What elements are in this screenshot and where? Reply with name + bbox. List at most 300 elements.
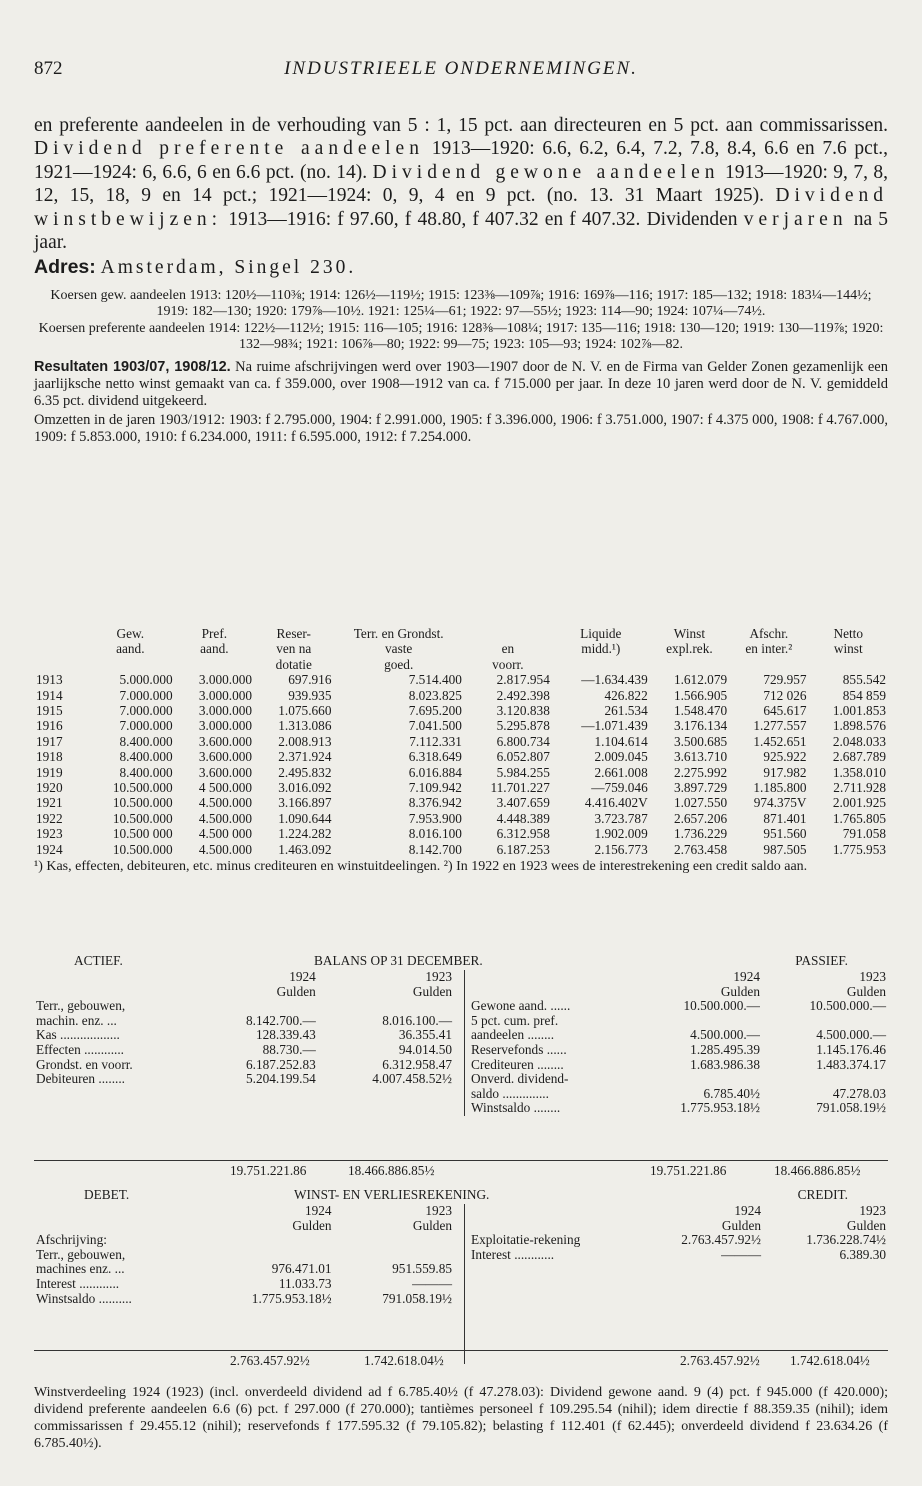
- actief-row: [34, 999, 454, 1014]
- passief-year-1: 1924: [733, 969, 760, 984]
- debet-value-1924: 1.775.953.18½: [251, 1290, 332, 1306]
- table-row: [34, 749, 888, 764]
- table-cell: 7.000.000: [119, 687, 173, 703]
- passief-unit-1: Gulden: [720, 983, 760, 999]
- results-header-cell: ven na: [276, 641, 312, 657]
- table-cell: 3.723.787: [594, 810, 648, 826]
- row-year: 1919: [36, 764, 63, 780]
- results-header-row-1: [34, 626, 888, 641]
- table-row: [34, 842, 888, 857]
- credit-value-1923: 1.736.228.74½: [806, 1232, 886, 1248]
- table-cell: 8.400.000: [119, 733, 173, 749]
- credit-year-2: 1923: [859, 1203, 886, 1218]
- passief-value-1923: 1.145.176.46: [816, 1041, 886, 1057]
- passief-label: Reservefonds ......: [471, 1041, 567, 1057]
- table-cell: 11.701.227: [490, 780, 550, 796]
- actief-unit-1: Gulden: [276, 983, 316, 999]
- table-cell: 2.711.928: [833, 780, 886, 796]
- results-header-row-3: [34, 657, 888, 672]
- results-header-cell: [34, 626, 86, 641]
- actief-value-1924: 6.187.252.83: [245, 1056, 316, 1072]
- actief-row: [34, 1043, 454, 1058]
- debet-value-1924: 11.033.73: [278, 1275, 332, 1291]
- passief-row: [469, 1028, 888, 1043]
- table-row: [34, 703, 888, 718]
- passief-value-1923: 791.058.19½: [816, 1100, 886, 1116]
- table-cell: 3.000.000: [198, 718, 253, 734]
- table-cell: 3.000.000: [198, 687, 253, 703]
- debet-value-1924: [197, 1248, 334, 1263]
- row-year: 1914: [36, 687, 63, 703]
- passief-year-2: 1923: [859, 969, 886, 984]
- credit-unit-2: Gulden: [846, 1217, 886, 1233]
- table-cell: 1.775.953: [832, 841, 886, 857]
- debet-row: [34, 1248, 454, 1263]
- table-cell: 1.548.470: [673, 703, 728, 719]
- table-cell: 1.612.079: [673, 672, 728, 688]
- actief-value-1923: [318, 999, 454, 1014]
- passief-value-1923: [762, 1072, 888, 1087]
- table-cell: 2.001.925: [832, 795, 886, 811]
- passief-table: [469, 970, 888, 1116]
- balance-total-actief-1924: 19.751.221.86: [230, 1163, 307, 1178]
- table-cell: 4 500.000: [198, 780, 253, 796]
- debet-value-1923: 951.559.85: [392, 1261, 452, 1277]
- profit-loss-title: WINST- EN VERLIESREKENING.: [294, 1187, 490, 1202]
- table-cell: 2.492.398: [496, 687, 550, 703]
- table-cell: 7.000.000: [119, 718, 173, 734]
- table-cell: 939.935: [288, 687, 332, 703]
- table-cell: 2.817.954: [496, 672, 550, 688]
- table-cell: 1.566.905: [673, 687, 728, 703]
- debet-label: Interest ............: [36, 1275, 120, 1291]
- passief-row: [469, 1058, 888, 1073]
- table-cell: 1.224.282: [278, 826, 332, 842]
- resultaten-text: Na ruime afschrijvingen werd over 1903—1907 door de N. V. en de Firma van Gelder Zonen gezamenlijk een jaarlijksche netto winst gemaakt van ca. f 359.000, over 1908—1912 van ca. f 715.000 per jaar. In deze 10 jaren werd door de N. V. gemiddeld 6.35 pct. dividend uitgekeerd.: [34, 359, 888, 410]
- actief-label: Grondst. en voorr.: [36, 1056, 133, 1072]
- passief-label: 5 pct. cum. pref.: [471, 1012, 559, 1028]
- passief-value-1924: [631, 1014, 762, 1029]
- dividend-gewone-text: 1913—1920: 9, 7, 8, 12, 15, 18, 9 en 14 pct.; 1921—1924: 0, 9, 4 en 9 pct. (no. 13. 31 Maart 1925).: [34, 161, 888, 207]
- row-year: 1923: [36, 826, 63, 842]
- table-cell: 1.898.576: [832, 718, 886, 734]
- actief-value-1924: 128.339.43: [255, 1027, 316, 1043]
- results-header-cell: voorr.: [492, 656, 524, 672]
- actief-value-1924: 8.142.700.—: [245, 1012, 316, 1028]
- results-header-cell: Reser-: [276, 626, 311, 641]
- row-year: 1916: [36, 718, 63, 734]
- results-header-row-2: [34, 641, 888, 656]
- table-cell: 1.104.614: [594, 733, 648, 749]
- passief-label: PASSIEF.: [795, 953, 848, 968]
- table-cell: 3.600.000: [198, 733, 253, 749]
- table-cell: 917.982: [763, 764, 807, 780]
- credit-label: Interest ............: [471, 1246, 555, 1262]
- table-cell: 1.463.092: [278, 841, 332, 857]
- table-cell: 7.953.900: [408, 810, 462, 826]
- table-cell: 854 859: [842, 687, 886, 703]
- table-row: [34, 734, 888, 749]
- debet-year-2: 1923: [425, 1203, 452, 1218]
- results-header-cell: Pref.: [201, 626, 228, 641]
- results-table-body: [34, 672, 888, 857]
- table-cell: 3.600.000: [198, 764, 253, 780]
- table-cell: 974.375V: [753, 795, 807, 811]
- table-cell: 2.371.924: [278, 749, 332, 765]
- results-header-cell: [552, 657, 650, 672]
- results-header-cell: aand.: [116, 641, 145, 657]
- results-header-cell: goed.: [384, 656, 414, 672]
- passief-row: [469, 1014, 888, 1029]
- table-cell: 2.008.913: [278, 733, 332, 749]
- table-cell: 2.048.033: [832, 733, 886, 749]
- passief-column: [464, 970, 888, 1116]
- resultaten-paragraph: [34, 359, 888, 409]
- results-header-cell: [809, 657, 888, 672]
- debet-unit-1: Gulden: [292, 1217, 332, 1233]
- passief-value-1924: 1.683.986.38: [690, 1056, 760, 1072]
- debet-row: [34, 1233, 454, 1248]
- table-row: [34, 811, 888, 826]
- table-cell: 791.058: [842, 826, 886, 842]
- results-header-cell: en inter.²: [745, 641, 793, 657]
- results-table: [34, 626, 888, 857]
- koersen-gewone: Koersen gew. aandeelen 1913: 120½—110⅜; 1914: 126½—119½; 1915: 123⅜—109⅞; 1916: 169⅞—116; 1917: 185—132; 1918: 183¼—144½; 1919: 182—130; 1920: 179⅞—10½. 1921: 125¼—61; 1922: 97—55½; 1923: 114—90; 1924: 107¼—74½.: [50, 287, 872, 320]
- results-header-cell: [729, 657, 808, 672]
- credit-label: CREDIT.: [797, 1187, 848, 1202]
- table-cell: 8.023.825: [408, 687, 462, 703]
- passief-row: [469, 999, 888, 1014]
- actief-value-1923: 6.312.958.47: [382, 1056, 452, 1072]
- table-cell: 3.176.134: [673, 718, 728, 734]
- table-cell: 6.052.807: [496, 749, 550, 765]
- table-cell: 2.687.789: [832, 749, 886, 765]
- table-cell: 8.400.000: [119, 749, 173, 765]
- table-cell: 3.120.838: [496, 703, 550, 719]
- results-footnote: ¹) Kas, effecten, debiteuren, etc. minus crediteuren en winstuitdeelingen. ²) In 1922 en 1923 wees de interestrekening een credit saldo aan.: [34, 859, 808, 875]
- table-cell: 261.534: [604, 703, 648, 719]
- table-cell: 1.902.009: [594, 826, 648, 842]
- passief-value-1924: 1.775.953.18½: [680, 1100, 760, 1116]
- table-cell: 712 026: [763, 687, 807, 703]
- winstverdeeling-paragraph: Winstverdeeling 1924 (1923) (incl. onverdeeld dividend ad f 6.785.40½ (f 47.278.03): Dividend gewone aand. 9 (4) pct. f 945.000 (f 420.000); dividend preferente aandeelen 6.6 (6) pct. f 297.000 (f 270.000); tantièmes personeel f 109.295.54 (nihil); idem directie f 88.359.35 (nihil); idem commissarissen f 29.455.12 (nihil); reservefonds f 177.595.32 (f 79.105.82); belasting f 112.401 (f 62.445); onverdeeld dividend f 23.634.26 (f 6.785.40½).: [34, 1385, 888, 1451]
- table-row: [34, 688, 888, 703]
- table-cell: 4.448.389: [496, 810, 550, 826]
- dividend-winst-text: 1913—1916: f 97.60, f 48.80, f 407.32 en f 407.32.: [228, 208, 641, 230]
- table-cell: 7.041.500: [408, 718, 462, 734]
- table-cell: 3.600.000: [198, 749, 253, 765]
- results-header-cell: Afschr.: [749, 626, 789, 641]
- table-cell: 1.075.660: [278, 703, 332, 719]
- table-cell: 645.617: [763, 703, 807, 719]
- pl-total-credit-1923: 1.742.618.04½: [790, 1353, 870, 1368]
- table-row: [34, 826, 888, 841]
- passief-label: Crediteuren ........: [471, 1056, 564, 1072]
- results-header-cell: [86, 657, 175, 672]
- credit-year-1: 1924: [734, 1203, 761, 1218]
- actief-year-2: 1923: [425, 969, 452, 984]
- row-year: 1915: [36, 703, 63, 719]
- table-row: [34, 795, 888, 810]
- results-header-cell: [34, 657, 86, 672]
- table-cell: 1.001.853: [832, 703, 886, 719]
- adres-value: Amsterdam, Singel 230.: [100, 257, 357, 279]
- actief-value-1923: 36.355.41: [398, 1027, 452, 1043]
- debet-table: [34, 1204, 454, 1306]
- results-header-cell: winst: [833, 641, 863, 657]
- table-cell: 10.500.000: [112, 841, 173, 857]
- actief-value-1924: 88.730.—: [262, 1041, 316, 1057]
- actief-value-1924: [198, 999, 318, 1014]
- table-cell: 1.185.800: [753, 780, 807, 796]
- profit-loss: [34, 1187, 888, 1377]
- actief-label: ACTIEF.: [74, 953, 123, 968]
- table-cell: 2.156.773: [594, 841, 648, 857]
- passief-value-1923: 10.500.000.—: [809, 998, 886, 1014]
- table-cell: 4.500.000: [198, 795, 253, 811]
- actief-row: [34, 1014, 454, 1029]
- debet-row: [34, 1262, 454, 1277]
- row-year: 1922: [36, 810, 63, 826]
- body-text: [34, 114, 888, 445]
- table-cell: 4.500.000: [198, 841, 253, 857]
- passief-label: Onverd. dividend-: [471, 1071, 569, 1087]
- verjaren-label: verjaren: [743, 208, 848, 230]
- table-cell: 8.400.000: [119, 764, 173, 780]
- dividend-paragraph: [34, 114, 888, 254]
- table-cell: 2.009.045: [594, 749, 648, 765]
- table-cell: 1.090.644: [278, 810, 332, 826]
- actief-label: Kas ..................: [36, 1027, 120, 1043]
- passief-value-1924: 4.500.000.—: [690, 1027, 760, 1043]
- results-table-section: [34, 626, 888, 875]
- table-cell: —759.046: [591, 780, 648, 796]
- table-cell: 729.957: [763, 672, 807, 688]
- actief-row: [34, 1028, 454, 1043]
- passief-body: [469, 999, 888, 1116]
- debet-label: Afschrijving:: [36, 1232, 107, 1248]
- page-number: 872: [34, 58, 63, 79]
- table-cell: 2.763.458: [673, 841, 728, 857]
- table-cell: 3.897.729: [673, 780, 728, 796]
- passief-label: Gewone aand. ......: [471, 998, 571, 1014]
- passief-value-1924: 1.285.495.39: [690, 1041, 760, 1057]
- table-cell: 6.800.734: [496, 733, 550, 749]
- passief-value-1923: 47.278.03: [832, 1085, 886, 1101]
- table-cell: 4.416.402V: [584, 795, 648, 811]
- actief-column: [34, 970, 454, 1087]
- table-row: [34, 718, 888, 733]
- dividend-pref-text: 1913—1920: 6.6, 6.2, 6.4, 7.2, 7.8, 8.4, 6.6 en 7.6 pct., 1921—1924: 6, 6.6, 6 en 6.6 pct. (no. 14).: [34, 138, 888, 183]
- passief-unit-2: Gulden: [846, 983, 886, 999]
- balance-total-passief-1923: 18.466.886.85½: [774, 1163, 861, 1178]
- credit-value-1924: 2.763.457.92½: [681, 1232, 761, 1248]
- actief-unit-2: Gulden: [412, 983, 452, 999]
- debet-value-1923: [334, 1233, 454, 1248]
- row-year: 1913: [36, 672, 63, 688]
- adres-label: Adres:: [34, 256, 96, 279]
- actief-value-1923: 4.007.458.52½: [372, 1071, 452, 1087]
- actief-value-1923: 94.014.50: [398, 1041, 452, 1057]
- table-cell: 7.514.400: [408, 672, 462, 688]
- table-cell: 6.318.649: [408, 749, 462, 765]
- table-row: [34, 765, 888, 780]
- table-cell: 3.000.000: [198, 672, 253, 688]
- table-cell: 3.500.685: [673, 733, 728, 749]
- passief-row: [469, 1072, 888, 1087]
- actief-body: [34, 999, 454, 1087]
- actief-label: Terr., gebouwen,: [36, 998, 126, 1014]
- table-cell: 8.016.100: [408, 826, 462, 842]
- debet-body: [34, 1233, 454, 1306]
- table-cell: 1.358.010: [832, 764, 886, 780]
- debet-label: DEBET.: [84, 1187, 130, 1202]
- table-cell: 7.112.331: [409, 733, 462, 749]
- balance-total-passief-1924: 19.751.221.86: [650, 1163, 727, 1178]
- table-cell: 5.984.255: [496, 764, 550, 780]
- table-cell: 2.661.008: [594, 764, 648, 780]
- dividend-gewone-label: Dividend gewone aandeelen: [372, 161, 720, 183]
- actief-label: machin. enz. ...: [36, 1012, 117, 1028]
- table-cell: 871.401: [763, 810, 807, 826]
- koersen-preferente: Koersen preferente aandeelen 1914: 122½—112½; 1915: 116—105; 1916: 128⅜—108¼; 1917: 135—116; 1918: 130—120; 1919: 130—119⅞; 1920: 132—98¾; 1921: 106⅞—80; 1922: 99—75; 1923: 105—93; 1924: 102⅞—82.: [38, 320, 884, 353]
- table-cell: 6.016.884: [408, 764, 462, 780]
- table-cell: 1.027.550: [673, 795, 728, 811]
- actief-value-1924: 5.204.199.54: [245, 1071, 316, 1087]
- results-header-cell: [464, 626, 552, 641]
- debet-value-1923: ———: [412, 1275, 452, 1291]
- balance-title: BALANS OP 31 DECEMBER.: [314, 953, 483, 968]
- table-cell: 8.142.700: [408, 841, 462, 857]
- dividend-winst-label: Dividend winstbewijzen:: [34, 185, 888, 230]
- table-cell: 6.312.958: [496, 826, 550, 842]
- debet-value-1923: [334, 1248, 454, 1263]
- table-cell: —1.071.439: [581, 718, 648, 734]
- table-cell: 10.500.000: [112, 810, 173, 826]
- actief-row: [34, 1072, 454, 1087]
- table-cell: 4.500.000: [198, 810, 253, 826]
- dividend-intro: en preferente aandeelen in de verhouding van 5 : 1, 15 pct. aan directeuren en 5 pct. aan commissarissen.: [34, 115, 888, 136]
- verjaren-pre: Dividenden: [646, 208, 738, 230]
- credit-body: [469, 1233, 888, 1262]
- table-cell: 3.407.659: [496, 795, 550, 811]
- debet-row: [34, 1277, 454, 1292]
- table-cell: 2.495.832: [278, 764, 332, 780]
- table-cell: 10.500.000: [112, 795, 173, 811]
- debet-year-1: 1924: [304, 1203, 332, 1218]
- actief-year-1: 1924: [289, 969, 316, 984]
- debet-value-1924: 976.471.01: [271, 1261, 332, 1277]
- passief-row: [469, 1101, 888, 1116]
- results-header-cell: aand.: [200, 641, 229, 657]
- omzetten-paragraph: Omzetten in de jaren 1903/1912: 1903: f 2.795.000, 1904: f 2.991.000, 1905: f 3.396.000, 1906: f 3.751.000, 1907: f 4.375 000, 1908: f 4.767.000, 1909: f 5.853.000, 1910: f 6.234.000, 1911: f 6.595.000, 1912: f 7.254.000.: [34, 411, 888, 445]
- results-header-cell: [175, 657, 254, 672]
- credit-label: Exploitatie-rekening: [471, 1232, 581, 1248]
- results-header-cell: en: [501, 641, 515, 657]
- passief-label: saldo ..............: [471, 1085, 549, 1101]
- table-cell: 925.922: [763, 749, 807, 765]
- results-header-cell: expl.rek.: [666, 641, 713, 657]
- resultaten-title: Resultaten 1903/07, 1908/12.: [34, 359, 231, 376]
- row-year: 1920: [36, 780, 63, 796]
- passief-value-1923: 1.483.374.17: [816, 1056, 886, 1072]
- row-year: 1917: [36, 733, 63, 749]
- debet-row: [34, 1292, 454, 1307]
- verjaren-post: na 5 jaar.: [34, 208, 889, 254]
- results-header-cell: Gew.: [116, 626, 145, 641]
- table-cell: 697.916: [288, 672, 332, 688]
- debet-label: Terr., gebouwen,: [36, 1246, 126, 1262]
- table-row: [34, 672, 888, 687]
- table-cell: 426.822: [604, 687, 648, 703]
- actief-label: Debiteuren ........: [36, 1071, 125, 1087]
- actief-value-1923: 8.016.100.—: [382, 1012, 452, 1028]
- table-cell: 5.000.000: [119, 672, 173, 688]
- row-year: 1924: [36, 841, 63, 857]
- debet-label: machines enz. ...: [36, 1261, 125, 1277]
- table-cell: 8.376.942: [408, 795, 462, 811]
- pl-total-debet-1924: 2.763.457.92½: [230, 1353, 310, 1368]
- credit-table: [469, 1204, 888, 1262]
- results-header-cell: Terr. en Grondst.: [353, 626, 444, 641]
- results-header-cell: vaste: [385, 641, 413, 657]
- balance-totals: [34, 1160, 888, 1179]
- table-cell: 1.765.805: [832, 810, 886, 826]
- results-header-cell: Winst: [673, 626, 706, 641]
- table-cell: 1.736.229: [673, 826, 728, 842]
- table-cell: 7.695.200: [408, 703, 462, 719]
- actief-table: [34, 970, 454, 1087]
- debet-value-1923: 791.058.19½: [382, 1290, 452, 1306]
- results-header-cell: Netto: [833, 626, 864, 641]
- table-cell: 2.657.206: [673, 810, 728, 826]
- table-cell: —1.634.439: [581, 672, 648, 688]
- row-year: 1921: [36, 795, 63, 811]
- passief-value-1923: 4.500.000.—: [816, 1027, 886, 1043]
- passief-label: Winstsaldo ........: [471, 1100, 561, 1116]
- credit-row: [469, 1248, 888, 1263]
- profit-loss-totals: [34, 1350, 888, 1369]
- credit-column: [464, 1204, 888, 1364]
- credit-row: [469, 1233, 888, 1248]
- table-cell: 855.542: [842, 672, 886, 688]
- passief-value-1924: 10.500.000.—: [683, 998, 760, 1014]
- results-header-cell: dotatie: [275, 656, 312, 672]
- balance-total-actief-1923: 18.466.886.85½: [348, 1163, 435, 1178]
- running-header: [34, 58, 888, 82]
- debet-unit-2: Gulden: [412, 1217, 452, 1233]
- table-cell: 1.277.557: [753, 718, 807, 734]
- credit-unit-1: Gulden: [721, 1217, 761, 1233]
- table-cell: 7.000.000: [119, 703, 173, 719]
- credit-value-1923: 6.389.30: [839, 1246, 886, 1262]
- row-year: 1918: [36, 749, 63, 765]
- passief-value-1924: 6.785.40½: [703, 1085, 760, 1101]
- table-cell: 3.016.092: [278, 780, 332, 796]
- table-cell: 2.275.992: [673, 764, 728, 780]
- passief-value-1923: [762, 1014, 888, 1029]
- running-title: INDUSTRIEELE ONDERNEMINGEN.: [284, 58, 638, 79]
- table-cell: 4.500 000: [198, 826, 253, 842]
- actief-row: [34, 1058, 454, 1073]
- balance-sheet: [34, 953, 888, 1175]
- passief-row: [469, 1043, 888, 1058]
- debet-label: Winstsaldo ..........: [36, 1290, 132, 1306]
- results-header-cell: [34, 641, 86, 656]
- table-cell: 1.313.086: [278, 718, 332, 734]
- adres-line: [34, 256, 888, 279]
- passief-row: [469, 1087, 888, 1102]
